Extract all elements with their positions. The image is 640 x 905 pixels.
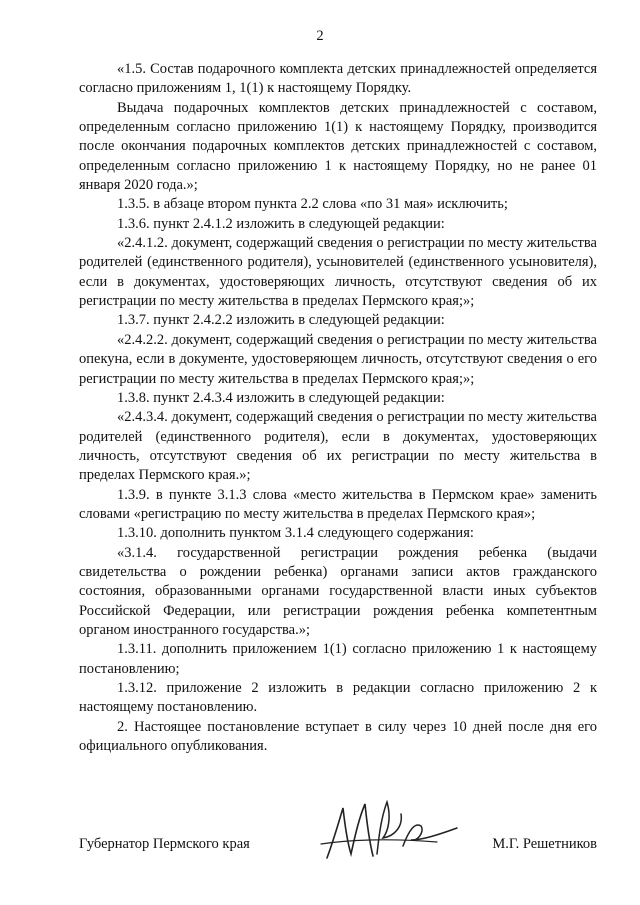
paragraph: «1.5. Состав подарочного комплекта детских принадлежностей определяется согласно приложениям 1, 1(1) к настоящему Порядку. — [79, 61, 597, 97]
signer-title: Губернатор Пермского края — [79, 836, 250, 852]
page-number: 2 — [316, 28, 324, 44]
signer-name: М.Г. Решетников — [492, 836, 597, 852]
paragraph: 1.3.12. приложение 2 изложить в редакции согласно приложению 2 к настоящему постановлению. — [79, 680, 597, 716]
paragraph: 1.3.7. пункт 2.4.2.2 изложить в следующей редакции: — [117, 312, 445, 329]
paragraph: Выдача подарочных комплектов детских принадлежностей с составом, определенным согласно приложению 1(1) к настоящему Порядку, производится после окончания подарочных комплектов детских принадлежностей с составом, определенным согласно приложению 1 к настоящему Порядку, но не ранее 01 января 2020 года.»; — [79, 99, 597, 194]
paragraph: 1.3.11. дополнить приложением 1(1) согласно приложению 1 к настоящему постановлению; — [79, 641, 597, 677]
paragraph: «2.4.2.2. документ, содержащий сведения о регистрации по месту жительства опекуна, если в документе, удостоверяющем личность, отсутствуют сведения о его регистрации по месту жительства в пределах Пермского края;»; — [79, 331, 597, 387]
paragraph: «3.1.4. государственной регистрации рождения ребенка (выдачи свидетельства о рождении ребенка) органами записи актов гражданского состояния, образованными органами государственной власти иных субъектов Российской Федерации, или регистрации рождения ребенка компетентным органом иностранного государства.»; — [79, 544, 597, 638]
paragraph: 2. Настоящее постановление вступает в силу через 10 дней после дня его официального опубликования. — [79, 718, 597, 755]
paragraph: «2.4.3.4. документ, содержащий сведения о регистрации по месту жительства родителей (единственного родителя), если в документах, удостоверяющих личность, отсутствуют сведения об их регистрации по месту жительства в пределах Пермского края.»; — [79, 409, 597, 484]
paragraph: 1.3.10. дополнить пунктом 3.1.4 следующего содержания: — [117, 525, 474, 542]
paragraph: 1.3.6. пункт 2.4.1.2 изложить в следующей редакции: — [117, 215, 445, 232]
handwritten-signature — [317, 796, 467, 866]
paragraph: 1.3.8. пункт 2.4.3.4 изложить в следующей редакции: — [117, 389, 445, 406]
document-body — [79, 60, 597, 756]
paragraph: «2.4.1.2. документ, содержащий сведения о регистрации по месту жительства родителей (единственного родителя), усыновителей (единственного усыновителя), если в документах, удостоверяющих личность, отсутствуют сведения об их регистрации по месту жительства в пределах Пермского края;»; — [79, 235, 597, 310]
signature-block — [79, 826, 597, 866]
paragraph: 1.3.9. в пункте 3.1.3 слова «место жительства в Пермском крае» заменить словами «регистрацию по месту жительства в пределах Пермского края»; — [79, 486, 597, 522]
paragraph: 1.3.5. в абзаце втором пункта 2.2 слова «по 31 мая» исключить; — [117, 196, 508, 213]
